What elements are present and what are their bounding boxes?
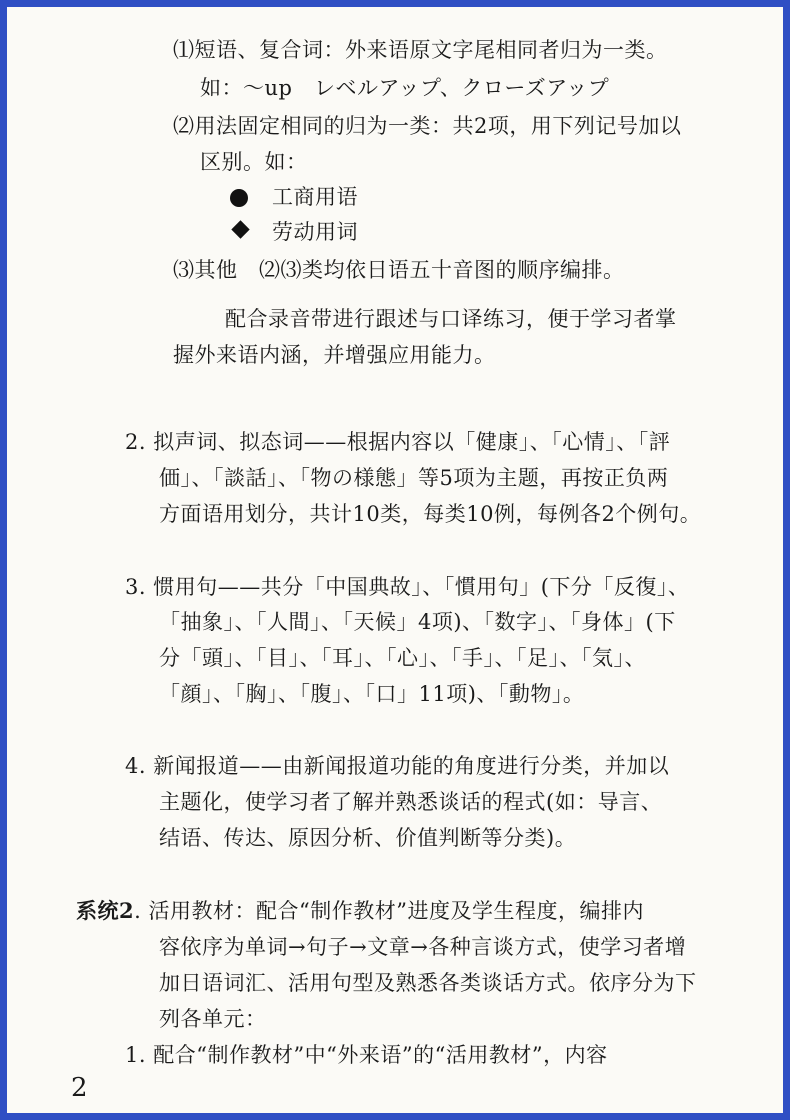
page-number: 2 [71, 1073, 88, 1103]
text-line: 容依序为单词→句子→文章→各种言谈方式，使学习者增 [159, 935, 687, 959]
text-line: 主题化，使学习者了解并熟悉谈话的程式(如：导言、 [159, 790, 663, 814]
text-line: 列各单元： [159, 1007, 267, 1031]
text-line: ⑶其他 ⑵⑶类均依日语五十音图的顺序编排。 [173, 258, 625, 282]
system-heading [76, 896, 644, 926]
text-line: 结语、传达、原因分析、价值判断等分类)。 [159, 826, 577, 850]
text-line: 価」、「談話」、「物の様態」等5项为主题，再按正负两 [159, 466, 669, 490]
text-line: 3. 惯用句——共分「中国典故」、「慣用句」(下分「反復」、 [125, 575, 690, 599]
text-line: ⑴短语、复合词：外来语原文字尾相同者归为一类。 [173, 38, 668, 62]
filled-diamond-icon [231, 220, 249, 238]
text-line: 握外来语内涵，并增强应用能力。 [173, 343, 496, 367]
text-line: ⑵用法固定相同的归为一类：共2项，用下列记号加以 [173, 114, 682, 138]
text-line: 分「頭」、「目」、「耳」、「心」、「手」、「足」、「気」、 [159, 646, 646, 670]
text-line: 1. 配合“制作教材”中“外来语”的“活用教材”，内容 [125, 1043, 608, 1067]
filled-circle-icon [230, 189, 248, 207]
text-line: 4. 新闻报道——由新闻报道功能的角度进行分类，并加以 [125, 754, 670, 778]
text-line: 配合录音带进行跟述与口译练习，便于学习者掌 [225, 307, 677, 331]
text-line: 方面语用划分，共计10类，每类10例，每例各2个例句。 [159, 502, 702, 526]
document-page [7, 7, 783, 1113]
text-line: 区别。如： [200, 150, 308, 174]
text-line: 「顔」、「胸」、「腹」、「口」11项)、「動物」。 [159, 682, 585, 706]
text-line: 如：～up レベルアップ、クローズアップ [200, 76, 610, 100]
bullet-label: 工商用语 [272, 185, 358, 209]
system-text: . 活用教材：配合“制作教材”进度及学生程度，编排内 [134, 899, 644, 923]
text-line: 2. 拟声词、拟态词——根据内容以「健康」、「心情」、「評 [125, 430, 671, 454]
text-line: 「抽象」、「人間」、「天候」4项)、「数字」、「身体」(下 [159, 610, 676, 634]
system-label: 系统2 [76, 898, 135, 923]
text-line: 加日语词汇、活用句型及熟悉各类谈话方式。依序分为下 [159, 971, 697, 995]
bullet-label: 劳动用词 [272, 220, 358, 244]
